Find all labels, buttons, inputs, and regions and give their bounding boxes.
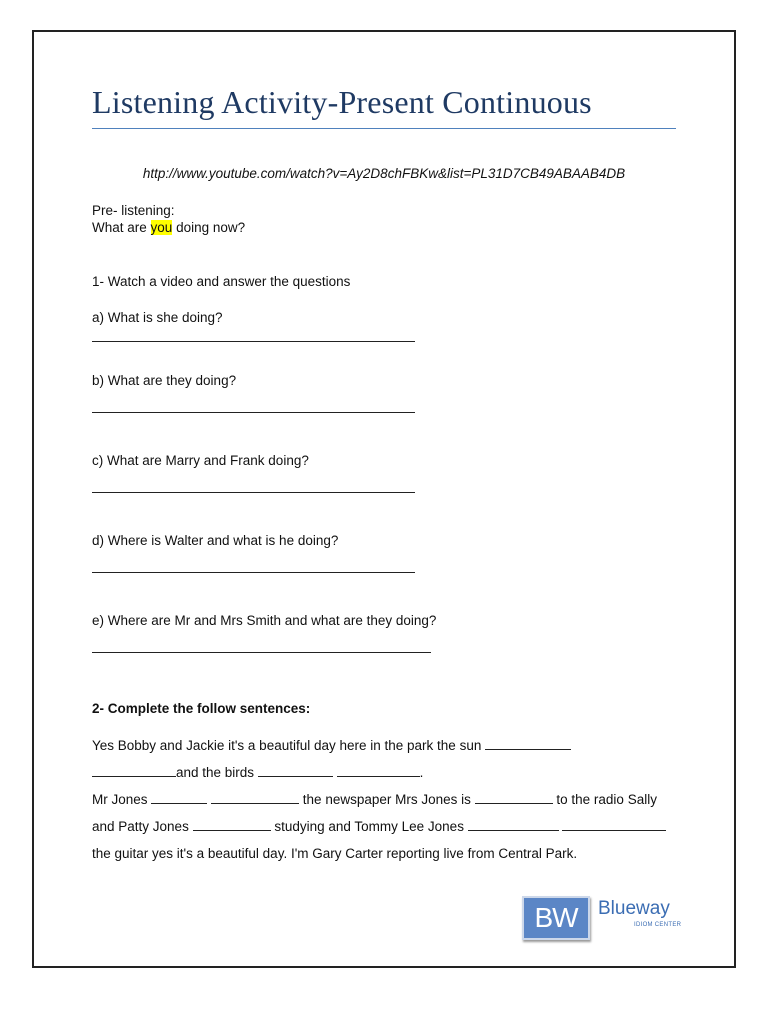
question-text: What are bbox=[92, 220, 151, 235]
pre-listening-question bbox=[92, 220, 245, 235]
cloze-blank[interactable] bbox=[485, 737, 571, 750]
cloze-line-5: the guitar yes it's a beautiful day. I'm Gary Carter reporting live from Central Park. bbox=[92, 846, 578, 861]
cloze-text: the newspaper Mrs Jones is bbox=[299, 792, 475, 807]
cloze-text: and the birds bbox=[176, 765, 258, 780]
cloze-blank[interactable] bbox=[562, 818, 666, 831]
question-c: c) What are Marry and Frank doing? bbox=[92, 453, 309, 468]
cloze-line-2 bbox=[92, 759, 682, 786]
pre-listening-heading: Pre- listening: bbox=[92, 203, 175, 218]
brand-name: Blueway bbox=[598, 898, 670, 919]
question-b: b) What are they doing? bbox=[92, 373, 237, 388]
answer-line-d[interactable] bbox=[92, 572, 415, 573]
cloze-line-1 bbox=[92, 732, 682, 759]
video-url[interactable]: http://www.youtube.com/watch?v=Ay2D8chFBKw&list=PL31D7CB49ABAAB4DB bbox=[142, 166, 626, 181]
highlighted-word: you bbox=[150, 220, 173, 235]
section2-heading: 2- Complete the follow sentences: bbox=[92, 701, 311, 716]
cloze-text: to the radio Sally bbox=[552, 792, 657, 807]
question-e: e) Where are Mr and Mrs Smith and what are they doing? bbox=[92, 613, 437, 628]
brand-tagline: IDIOM CENTER bbox=[634, 922, 682, 928]
cloze-blank[interactable] bbox=[337, 764, 420, 777]
cloze-blank[interactable] bbox=[211, 791, 299, 804]
cloze-blank[interactable] bbox=[151, 791, 207, 804]
cloze-blank[interactable] bbox=[193, 818, 271, 831]
cloze-blank[interactable] bbox=[92, 764, 176, 777]
section1-heading: 1- Watch a video and answer the questions bbox=[92, 274, 351, 289]
answer-line-e[interactable] bbox=[92, 652, 431, 653]
cloze-blank[interactable] bbox=[258, 764, 333, 777]
cloze-line-4 bbox=[92, 813, 682, 840]
cloze-line-3 bbox=[92, 786, 682, 813]
blueway-logo: BW bbox=[522, 896, 590, 940]
cloze-blank[interactable] bbox=[475, 791, 553, 804]
document-title: Listening Activity-Present Continuous bbox=[92, 84, 592, 120]
cloze-blank[interactable] bbox=[468, 818, 559, 831]
cloze-text: Mr Jones bbox=[92, 792, 152, 807]
question-a: a) What is she doing? bbox=[92, 310, 223, 325]
answer-line-b[interactable] bbox=[92, 412, 415, 413]
answer-line-a[interactable] bbox=[92, 341, 415, 342]
cloze-text: and Patty Jones bbox=[92, 819, 193, 834]
answer-line-c[interactable] bbox=[92, 492, 415, 493]
cloze-text: studying and Tommy Lee Jones bbox=[270, 819, 468, 834]
cloze-text: . bbox=[419, 765, 424, 780]
question-text: doing now? bbox=[172, 220, 246, 235]
cloze-text: Yes Bobby and Jackie it's a beautiful day here in the park the sun bbox=[92, 738, 486, 753]
question-d: d) Where is Walter and what is he doing? bbox=[92, 533, 339, 548]
title-underline bbox=[92, 128, 676, 129]
